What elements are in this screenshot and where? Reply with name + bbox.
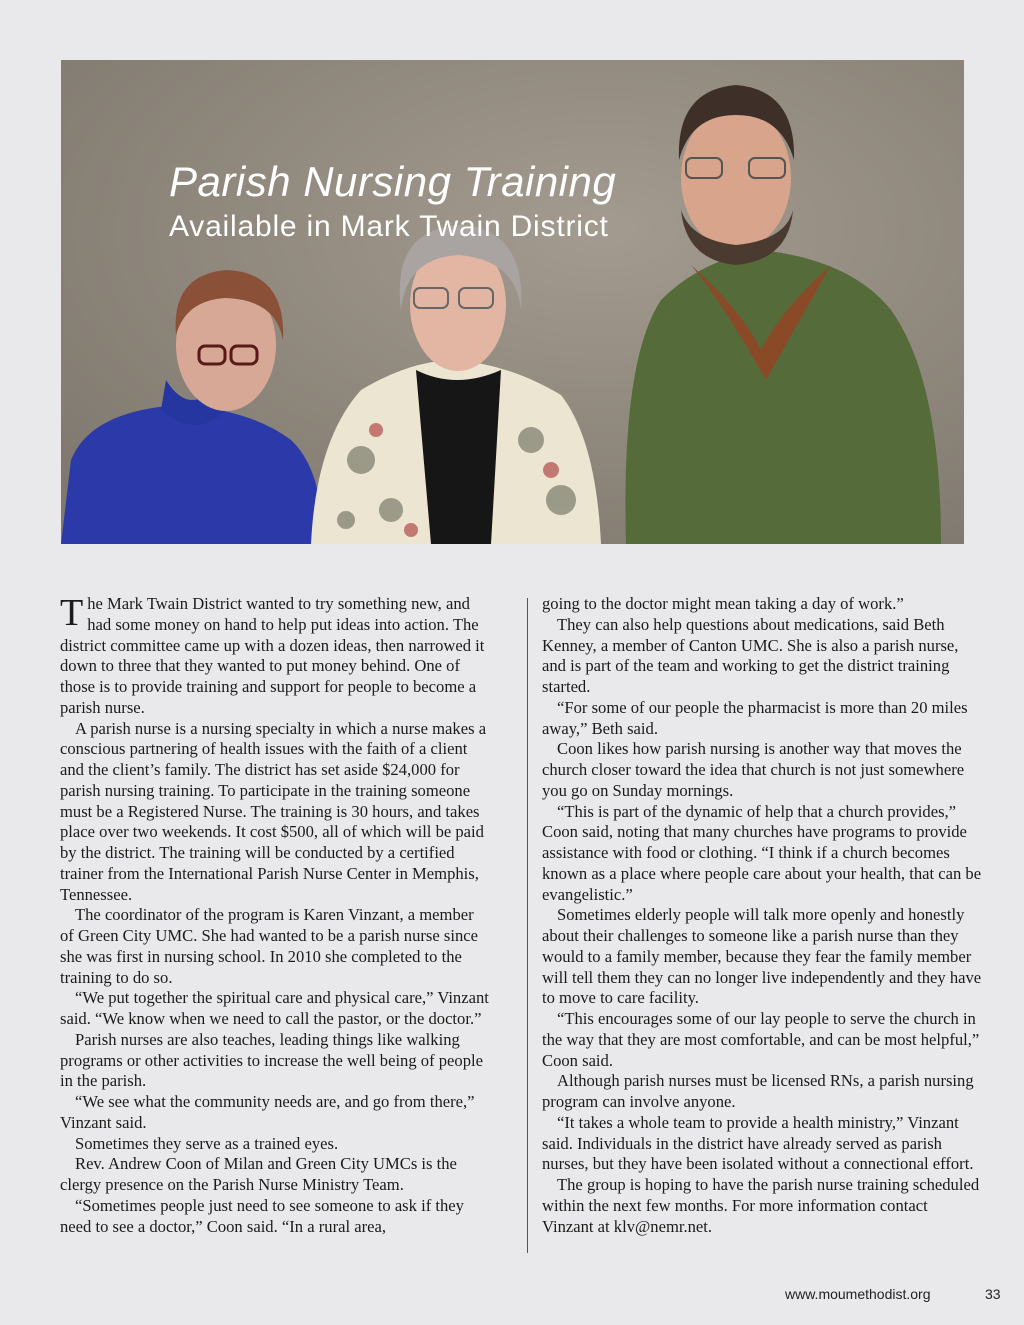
paragraph: going to the doctor might mean taking a day of work.”	[542, 594, 904, 613]
paragraph: They can also help questions about medications, said Beth Kenney, a member of Canton UMC. She is also a parish nurse, and is part of the team and working to get the district training started.	[542, 614, 959, 696]
paragraph: The coordinator of the program is Karen Vinzant, a member of Green City UMC. She had wanted to be a parish nurse since she was first in nursing school. In 2010 she completed to the training to do so.	[60, 905, 478, 987]
paragraph: “It takes a whole team to provide a health ministry,” Vinzant said. Individuals in the district have already served as parish nurses, but they have been isolated without a connectional effort.	[542, 1112, 974, 1174]
article-title: Parish Nursing Training	[169, 158, 617, 205]
footer-website: www.moumethodist.org	[785, 1286, 931, 1302]
page-number: 33	[985, 1286, 1001, 1302]
paragraph: The group is hoping to have the parish nurse training scheduled within the next few months. For more information contact Vinzant at klv@nemr.net.	[542, 1175, 980, 1236]
paragraph: “For some of our people the pharmacist is more than 20 miles away,” Beth said.	[542, 697, 968, 738]
paragraph: Although parish nurses must be licensed RNs, a parish nursing program can involve anyone.	[542, 1071, 974, 1111]
article-column-left	[60, 594, 490, 1237]
paragraph: Parish nurses are also teaches, leading things like walking programs or other activities to increase the well being of people in the parish.	[60, 1029, 483, 1091]
paragraph	[60, 594, 490, 719]
paragraph: Sometimes they serve as a trained eyes.	[75, 1133, 339, 1153]
paragraph: “This is part of the dynamic of help that a church provides,” Coon said, noting that many churches have programs to provide assistance with food or clothing. “I think if a church becomes known as a place where people care about your health, that can be evangelistic.”	[542, 801, 982, 904]
drop-cap: T	[60, 592, 84, 634]
paragraph: Sometimes elderly people will talk more openly and honestly about their challenges to someone like a parish nurse than they would to a family member, because they fear the family member will tell them they can no longer live independently and they have to move to care facility.	[542, 905, 982, 1008]
paragraph-text: he Mark Twain District wanted to try something new, and had some money on hand to help put ideas into action. The district committee came up with a dozen ideas, then narrowed it down to three that they wanted to put money behind. One of those is to provide training and support for people to become a parish nurse.	[60, 594, 485, 717]
article-photo	[61, 60, 964, 544]
photo-of-three-people	[61, 60, 964, 544]
article-subtitle: Available in Mark Twain District	[169, 210, 609, 243]
paragraph: “Sometimes people just need to see someone to ask if they need to see a doctor,” Coon said. “In a rural area,	[60, 1195, 464, 1236]
paragraph: Coon likes how parish nursing is another way that moves the church closer toward the idea that church is not just somewhere you go on Sunday mornings.	[542, 739, 965, 800]
column-divider	[527, 598, 528, 1253]
paragraph: Rev. Andrew Coon of Milan and Green City UMCs is the clergy presence on the Parish Nurse Ministry Team.	[60, 1154, 457, 1194]
article-column-right	[542, 594, 982, 1237]
paragraph: A parish nurse is a nursing specialty in which a nurse makes a conscious partnering of health issues with the faith of a client and the client’s family. The district has set aside $24,000 for parish nursing training. To participate in the training someone must be a Registered Nurse. The training is 30 hours, and takes place over two weekends. It cost $500, all of which will be paid by the district. The training will be conducted by a certified trainer from the International Parish Nurse Center in Memphis, Tennessee.	[60, 718, 487, 904]
paragraph: “We put together the spiritual care and physical care,” Vinzant said. “We know when we need to call the pastor, or the doctor.”	[60, 988, 489, 1028]
paragraph: “We see what the community needs are, and go from there,” Vinzant said.	[60, 1092, 475, 1132]
paragraph: “This encourages some of our lay people to serve the church in the way that they are most comfortable, and can be most helpful,” Coon said.	[542, 1009, 980, 1070]
